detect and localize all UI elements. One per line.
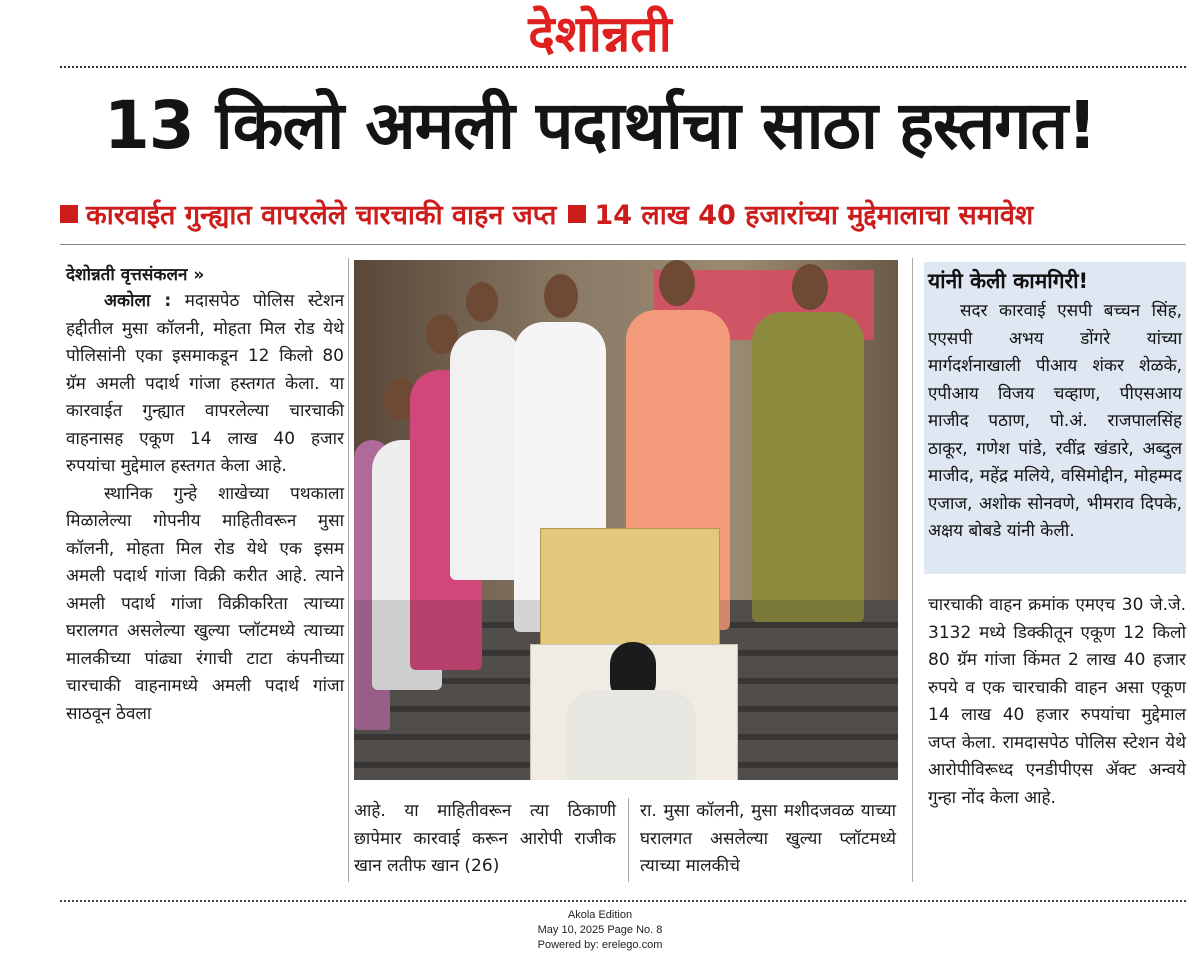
person-figure [752,312,864,622]
footer-edition: Akola Edition [567,909,633,921]
article-column-4 [928,592,1186,812]
person-head [544,274,578,318]
headline: 13 किलो अमली पदार्थाचा साठा हस्तगत! [103,87,1097,164]
footer-date-page: May 10, 2025 Page No. 8 [537,924,663,936]
footer-powered-by: Powered by: erelego.com [537,939,663,951]
person-head [792,264,828,310]
bottom-divider [60,900,1186,902]
person-head [466,282,498,322]
masthead-logo: देशोन्नती [528,5,672,63]
column-divider [912,258,913,882]
subhead-part-2: 14 लाख 40 हजारांच्या मुद्देमालाचा समावेश [594,200,1034,231]
footer [0,908,1200,953]
paragraph-1-text: मदासपेठ पोलिस स्टेशन हद्दीतील मुसा कॉलनी, मोहता मिल रोड येथे पोलिसांनी एका इसमाकडून 12 किलो 80 ग्रॅम अमली पदार्थ गांजा हस्तगत केला. या कारवाईत गुन्ह्यात वापरलेल्या चारचाकी वाहनासह एकूण 14 लाख 40 हजार रुपयांचा मुद्देमाल हस्तगत केला आहे. [66,291,345,476]
credits-body: सदर कारवाई एसपी बच्चन सिंह, एएसपी अभय डोंगरे यांच्या मार्गदर्शनाखाली पीआय शंकर शेळके, एपीआय विजय चव्हाण, पीएसआय माजीद पठाण, पो.अं. राजपालसिंह ठाकूर, गणेश पांडे, रवींद्र खंडारे, अब्दुल माजीद, महेंद्र मलिये, वसिमोद्दीन, मोहम्मद एजाज, अशोक सोनवणे, भीमराव दिपके, अक्षय बोबडे यांनी केली. [928,301,1182,541]
byline: देशोन्नती वृत्तसंकलन » [66,265,205,285]
person-head [659,260,695,306]
credits-text [924,296,1186,546]
top-divider [60,66,1186,68]
column-divider [628,798,629,882]
paragraph-col4: चारचाकी वाहन क्रमांक एमएच 30 जे.जे. 3132 मध्ये डिक्कीतून एकूण 12 किलो 80 ग्रॅम गांजा किंमत 2 लाख 40 हजार रुपये व एक चारचाकी वाहन असा एकूण 14 लाख 40 हजार रुपयांचा मुद्देमाल जप्त केला. रामदासपेठ पोलिस स्टेशन येथे आरोपीविरूध्द एनडीपीएस ॲक्ट अन्वये गुन्हा नोंद केला आहे. [928,595,1186,808]
credits-box [924,262,1186,574]
paragraph-col3: रा. मुसा कॉलनी, मुसा मशीदजवळ याच्या घरालगत असलेल्या खुल्या प्लॉटमध्ये त्याच्या मालकीचे [640,801,896,876]
article-column-1 [66,262,344,728]
subhead-part-1: कारवाईत गुन्ह्यात वापरलेले चारचाकी वाहन जप्त [86,200,557,231]
dateline-city: अकोला : [104,291,172,311]
bullet-square-icon [568,205,586,223]
bullet-square-icon [60,205,78,223]
column-divider [348,258,349,882]
accused-figure [566,690,696,780]
paragraph-col2: आहे. या माहितीवरून त्या ठिकाणी छापेमार कारवाई करून आरोपी राजीक खान लतीफ खान (26) [354,801,616,876]
article-column-2 [354,798,616,882]
credits-title: यांनी केली कामगिरी! [928,269,1089,293]
seized-box [540,528,720,646]
news-photo [354,260,898,780]
subhead-divider [60,244,1186,245]
subheadline [60,194,1190,238]
paragraph-1 [66,288,344,481]
paragraph-2: स्थानिक गुन्हे शाखेच्या पथकाला मिळालेल्या गोपनीय माहितीवरून मुसा कॉलनी, मोहता मिल रोड येथे एक इसम अमली पदार्थ गांजा विक्री करीत आहे. त्याने अमली पदार्थ गांजा विक्रीकरिता त्याच्या घरालगत असलेल्या खुल्या प्लॉटमध्ये त्याच्या मालकीच्या पांढ्या रंगाची टाटा कंपनीच्या चारचाकी वाहनामध्ये अमली पदार्थ गांजा साठवून ठेवला [66,483,344,724]
person-figure [450,330,522,580]
article-column-3 [640,798,896,882]
